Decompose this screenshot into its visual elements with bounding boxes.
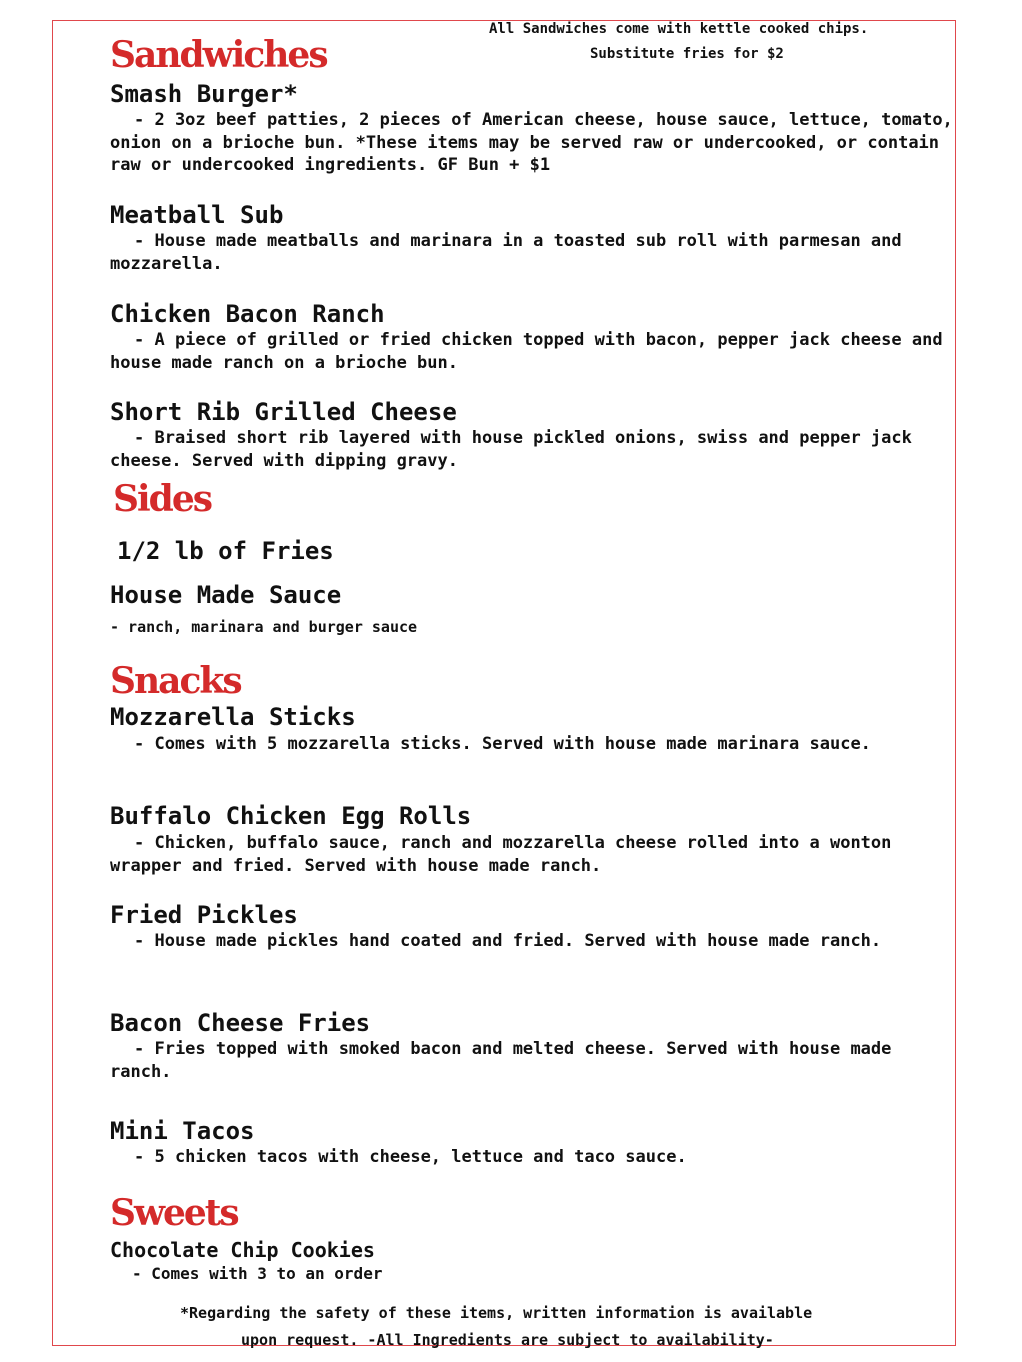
fried-pickles-desc: - House made pickles hand coated and fried. Served with house made ranch. <box>134 931 882 951</box>
sweets-heading: Sweets <box>110 1192 238 1234</box>
egg-rolls-desc: - Chicken, buffalo sauce, ranch and mozzarella cheese rolled into a wonton wrapper and fried. Served with house made ranch. <box>110 833 892 876</box>
smash-burger-desc: - 2 3oz beef patties, 2 pieces of American cheese, house sauce, lettuce, tomato, onion on a brioche bun. *These items may be served raw or undercooked, or contain raw or undercooked ingredients. GF Bun + $1 <box>110 110 953 175</box>
bacon-cheese-fries-desc: - Fries topped with smoked bacon and melted cheese. Served with house made ranch. <box>110 1039 892 1082</box>
house-sauce-desc: - ranch, marinara and burger sauce <box>110 618 418 636</box>
safety-note: *Regarding the safety of these items, written information is available <box>180 1304 813 1322</box>
sides-heading: Sides <box>113 478 212 520</box>
chicken-bacon-ranch-desc: - A piece of grilled or fried chicken topped with bacon, pepper jack cheese and house made ranch on a brioche bun. <box>110 330 943 373</box>
house-sauce-title: House Made Sauce <box>110 581 342 609</box>
snacks-heading: Snacks <box>110 660 241 702</box>
mini-tacos-title: Mini Tacos <box>110 1117 255 1145</box>
fries-title: 1/2 lb of Fries <box>117 537 334 565</box>
fries-substitute-note: Substitute fries for $2 <box>590 46 784 62</box>
chicken-bacon-ranch-title: Chicken Bacon Ranch <box>110 300 385 328</box>
bacon-cheese-fries-title: Bacon Cheese Fries <box>110 1009 371 1037</box>
mozzarella-sticks-desc: - Comes with 5 mozzarella sticks. Served with house made marinara sauce. <box>134 734 871 754</box>
smash-burger-title: Smash Burger* <box>110 80 298 108</box>
chips-note: All Sandwiches come with kettle cooked chips. <box>489 21 869 37</box>
fried-pickles-title: Fried Pickles <box>110 901 298 929</box>
cookies-title: Chocolate Chip Cookies <box>110 1238 375 1262</box>
availability-note: upon request. -All Ingredients are subject to availability- <box>241 1331 774 1349</box>
meatball-sub-desc: - House made meatballs and marinara in a toasted sub roll with parmesan and mozzarella. <box>110 231 902 274</box>
egg-rolls-title: Buffalo Chicken Egg Rolls <box>110 802 472 830</box>
cookies-desc: - Comes with 3 to an order <box>132 1264 383 1283</box>
mozzarella-sticks-title: Mozzarella Sticks <box>110 703 356 731</box>
short-rib-title: Short Rib Grilled Cheese <box>110 398 457 426</box>
short-rib-desc: - Braised short rib layered with house pickled onions, swiss and pepper jack cheese. Served with dipping gravy. <box>110 428 912 471</box>
sandwiches-heading: Sandwiches <box>110 34 327 76</box>
meatball-sub-title: Meatball Sub <box>110 201 284 229</box>
mini-tacos-desc: - 5 chicken tacos with cheese, lettuce and taco sauce. <box>134 1147 687 1167</box>
